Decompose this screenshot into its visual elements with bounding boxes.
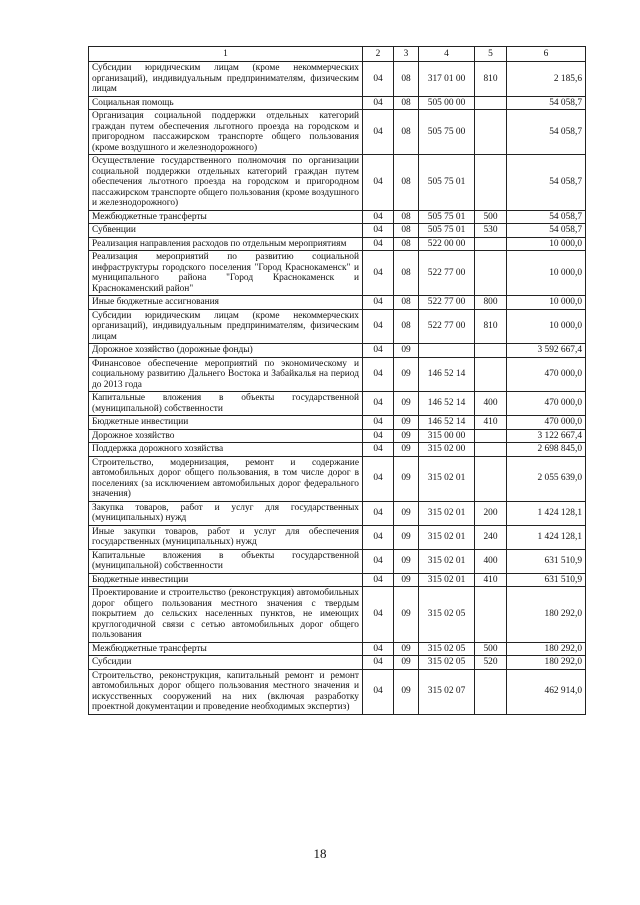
row-section: 04 (363, 549, 394, 573)
row-amount: 470 000,0 (507, 416, 586, 430)
row-subsection: 08 (394, 224, 419, 238)
row-target-article: 505 75 01 (419, 155, 475, 211)
table-row (89, 656, 586, 670)
row-target-article: 505 75 00 (419, 110, 475, 155)
row-subsection: 08 (394, 309, 419, 344)
row-expense-type (475, 429, 507, 443)
row-amount: 10 000,0 (507, 309, 586, 344)
row-name: Поддержка дорожного хозяйства (89, 443, 363, 457)
table-row (89, 237, 586, 251)
row-section: 04 (363, 110, 394, 155)
row-expense-type: 200 (475, 501, 507, 525)
row-target-article: 315 02 07 (419, 669, 475, 714)
table-row (89, 669, 586, 714)
row-subsection: 09 (394, 392, 419, 416)
row-amount: 180 292,0 (507, 587, 586, 643)
row-target-article: 146 52 14 (419, 392, 475, 416)
row-expense-type (475, 110, 507, 155)
table-row (89, 110, 586, 155)
header-col-1: 1 (89, 47, 363, 62)
row-subsection: 08 (394, 296, 419, 310)
row-section: 04 (363, 501, 394, 525)
table-row (89, 96, 586, 110)
table-row (89, 525, 586, 549)
table-row (89, 642, 586, 656)
row-amount: 470 000,0 (507, 357, 586, 392)
row-subsection: 09 (394, 656, 419, 670)
row-expense-type: 400 (475, 549, 507, 573)
row-name: Строительство, модернизация, ремонт и содержание автомобильных дорог общего пользования, в том числе дорог в поселениях (за исключением автомобильных дорог федерального значения) (89, 456, 363, 501)
row-target-article: 522 00 00 (419, 237, 475, 251)
row-amount: 631 510,9 (507, 573, 586, 587)
row-amount: 631 510,9 (507, 549, 586, 573)
row-subsection: 08 (394, 155, 419, 211)
row-subsection: 09 (394, 573, 419, 587)
row-expense-type (475, 669, 507, 714)
row-amount: 54 058,7 (507, 155, 586, 211)
row-name: Капитальные вложения в объекты государственной (муниципальной) собственности (89, 392, 363, 416)
row-subsection: 08 (394, 251, 419, 296)
row-amount: 10 000,0 (507, 251, 586, 296)
row-section: 04 (363, 525, 394, 549)
table-row (89, 429, 586, 443)
row-target-article: 146 52 14 (419, 357, 475, 392)
row-section: 04 (363, 392, 394, 416)
row-section: 04 (363, 669, 394, 714)
row-expense-type (475, 456, 507, 501)
row-expense-type (475, 251, 507, 296)
table-row (89, 549, 586, 573)
row-target-article: 315 00 00 (419, 429, 475, 443)
row-amount: 54 058,7 (507, 96, 586, 110)
table-row (89, 309, 586, 344)
row-name: Субсидии юридическим лицам (кроме некоммерческих организаций), индивидуальным предпринимателям, физическим лицам (89, 309, 363, 344)
row-section: 04 (363, 642, 394, 656)
row-target-article: 505 75 01 (419, 224, 475, 238)
table-row (89, 296, 586, 310)
table-row (89, 573, 586, 587)
table-row (89, 251, 586, 296)
row-name: Осуществление государственного полномочия по организации социальной поддержки отдельных категорий граждан путем обеспечения льготного проезда на городском и пригородном пассажирском транспорте общего пользования (кроме воздушного и железнодорожного) (89, 155, 363, 211)
row-subsection: 09 (394, 429, 419, 443)
table-row (89, 210, 586, 224)
row-target-article: 315 02 01 (419, 525, 475, 549)
header-col-5: 5 (475, 47, 507, 62)
row-section: 04 (363, 416, 394, 430)
row-subsection: 08 (394, 237, 419, 251)
row-subsection: 09 (394, 549, 419, 573)
header-col-4: 4 (419, 47, 475, 62)
row-target-article: 146 52 14 (419, 416, 475, 430)
table-row (89, 344, 586, 358)
row-expense-type (475, 357, 507, 392)
row-target-article (419, 344, 475, 358)
row-expense-type: 400 (475, 392, 507, 416)
row-expense-type (475, 443, 507, 457)
row-expense-type (475, 344, 507, 358)
table-row (89, 155, 586, 211)
row-expense-type: 800 (475, 296, 507, 310)
row-target-article: 315 02 01 (419, 501, 475, 525)
row-expense-type (475, 96, 507, 110)
row-name: Строительство, реконструкция, капитальный ремонт и ремонт автомобильных дорог общего пользования местного значения и искусственных сооружений на них (включая разработку проектной документации и проведение необходимых экспертиз) (89, 669, 363, 714)
row-amount: 10 000,0 (507, 296, 586, 310)
header-row (89, 47, 586, 62)
row-subsection: 08 (394, 110, 419, 155)
row-name: Межбюджетные трансферты (89, 642, 363, 656)
row-section: 04 (363, 155, 394, 211)
row-amount: 180 292,0 (507, 656, 586, 670)
row-amount: 180 292,0 (507, 642, 586, 656)
row-amount: 2 698 845,0 (507, 443, 586, 457)
table-row (89, 443, 586, 457)
row-target-article: 315 02 01 (419, 573, 475, 587)
row-expense-type: 500 (475, 642, 507, 656)
row-name: Реализация направления расходов по отдельным мероприятиям (89, 237, 363, 251)
table-row (89, 501, 586, 525)
row-amount: 3 592 667,4 (507, 344, 586, 358)
row-name: Проектирование и строительство (реконструкция) автомобильных дорог общего пользования местного значения с твердым покрытием до сельских населенных пунктов, не имеющих круглогодичной связи с сетью автомобильных дорог общего пользования (89, 587, 363, 643)
row-amount: 1 424 128,1 (507, 501, 586, 525)
row-subsection: 08 (394, 62, 419, 97)
row-name: Межбюджетные трансферты (89, 210, 363, 224)
row-name: Капитальные вложения в объекты государственной (муниципальной) собственности (89, 549, 363, 573)
row-subsection: 09 (394, 344, 419, 358)
row-subsection: 09 (394, 642, 419, 656)
row-section: 04 (363, 237, 394, 251)
row-target-article: 315 02 01 (419, 456, 475, 501)
row-target-article: 522 77 00 (419, 251, 475, 296)
row-target-article: 522 77 00 (419, 296, 475, 310)
row-amount: 54 058,7 (507, 110, 586, 155)
budget-table (88, 46, 586, 715)
row-name: Закупка товаров, работ и услуг для государственных (муниципальных) нужд (89, 501, 363, 525)
row-section: 04 (363, 296, 394, 310)
row-name: Бюджетные инвестиции (89, 573, 363, 587)
row-amount: 470 000,0 (507, 392, 586, 416)
row-subsection: 08 (394, 210, 419, 224)
row-subsection: 09 (394, 587, 419, 643)
row-section: 04 (363, 587, 394, 643)
row-target-article: 505 75 01 (419, 210, 475, 224)
row-subsection: 09 (394, 416, 419, 430)
header-col-2: 2 (363, 47, 394, 62)
table-body (89, 62, 586, 715)
row-section: 04 (363, 210, 394, 224)
row-expense-type: 500 (475, 210, 507, 224)
row-subsection: 09 (394, 525, 419, 549)
row-section: 04 (363, 224, 394, 238)
row-expense-type: 240 (475, 525, 507, 549)
row-amount: 54 058,7 (507, 224, 586, 238)
row-name: Иные закупки товаров, работ и услуг для обеспечения государственных (муниципальных) нужд (89, 525, 363, 549)
row-section: 04 (363, 429, 394, 443)
row-section: 04 (363, 344, 394, 358)
row-section: 04 (363, 357, 394, 392)
row-target-article: 315 02 05 (419, 587, 475, 643)
row-target-article: 522 77 00 (419, 309, 475, 344)
row-amount: 2 055 639,0 (507, 456, 586, 501)
row-amount: 462 914,0 (507, 669, 586, 714)
row-name: Бюджетные инвестиции (89, 416, 363, 430)
table-row (89, 587, 586, 643)
row-expense-type (475, 155, 507, 211)
row-name: Субвенции (89, 224, 363, 238)
row-subsection: 09 (394, 501, 419, 525)
row-amount: 1 424 128,1 (507, 525, 586, 549)
row-target-article: 315 02 05 (419, 642, 475, 656)
page-number: 18 (313, 846, 327, 861)
row-expense-type (475, 587, 507, 643)
table-row (89, 224, 586, 238)
row-expense-type: 410 (475, 573, 507, 587)
row-target-article: 317 01 00 (419, 62, 475, 97)
row-target-article: 505 00 00 (419, 96, 475, 110)
header-col-3: 3 (394, 47, 419, 62)
row-subsection: 09 (394, 357, 419, 392)
row-section: 04 (363, 573, 394, 587)
header-col-6: 6 (507, 47, 586, 62)
row-section: 04 (363, 96, 394, 110)
row-amount: 10 000,0 (507, 237, 586, 251)
row-section: 04 (363, 251, 394, 296)
table-header (89, 47, 586, 62)
row-expense-type: 520 (475, 656, 507, 670)
table-row (89, 456, 586, 501)
row-amount: 54 058,7 (507, 210, 586, 224)
table-row (89, 392, 586, 416)
row-section: 04 (363, 443, 394, 457)
row-name: Субсидии (89, 656, 363, 670)
row-subsection: 09 (394, 456, 419, 501)
row-target-article: 315 02 05 (419, 656, 475, 670)
table-row (89, 357, 586, 392)
table-row (89, 416, 586, 430)
row-name: Иные бюджетные ассигнования (89, 296, 363, 310)
row-expense-type (475, 237, 507, 251)
row-subsection: 09 (394, 443, 419, 457)
row-expense-type: 810 (475, 62, 507, 97)
row-section: 04 (363, 309, 394, 344)
row-target-article: 315 02 01 (419, 549, 475, 573)
row-name: Реализация мероприятий по развитию социальной инфраструктуры городского поселения "Город Краснокаменск" и муниципального района "Город Краснокаменск и Краснокаменский район" (89, 251, 363, 296)
row-subsection: 09 (394, 669, 419, 714)
row-amount: 3 122 667,4 (507, 429, 586, 443)
row-name: Дорожное хозяйство (89, 429, 363, 443)
row-expense-type: 410 (475, 416, 507, 430)
row-amount: 2 185,6 (507, 62, 586, 97)
row-expense-type: 810 (475, 309, 507, 344)
row-name: Социальная помощь (89, 96, 363, 110)
row-section: 04 (363, 456, 394, 501)
row-name: Дорожное хозяйство (дорожные фонды) (89, 344, 363, 358)
row-name: Субсидии юридическим лицам (кроме некоммерческих организаций), индивидуальным предпринимателям, физическим лицам (89, 62, 363, 97)
row-name: Финансовое обеспечение мероприятий по экономическому и социальному развитию Дальнего Востока и Забайкалья на период до 2013 года (89, 357, 363, 392)
row-expense-type: 530 (475, 224, 507, 238)
row-section: 04 (363, 656, 394, 670)
row-subsection: 08 (394, 96, 419, 110)
table-row (89, 62, 586, 97)
row-section: 04 (363, 62, 394, 97)
row-target-article: 315 02 00 (419, 443, 475, 457)
row-name: Организация социальной поддержки отдельных категорий граждан путем обеспечения льготного проезда на городском и пригородном пассажирском транспорте общего пользования (кроме воздушного и железнодорожного) (89, 110, 363, 155)
